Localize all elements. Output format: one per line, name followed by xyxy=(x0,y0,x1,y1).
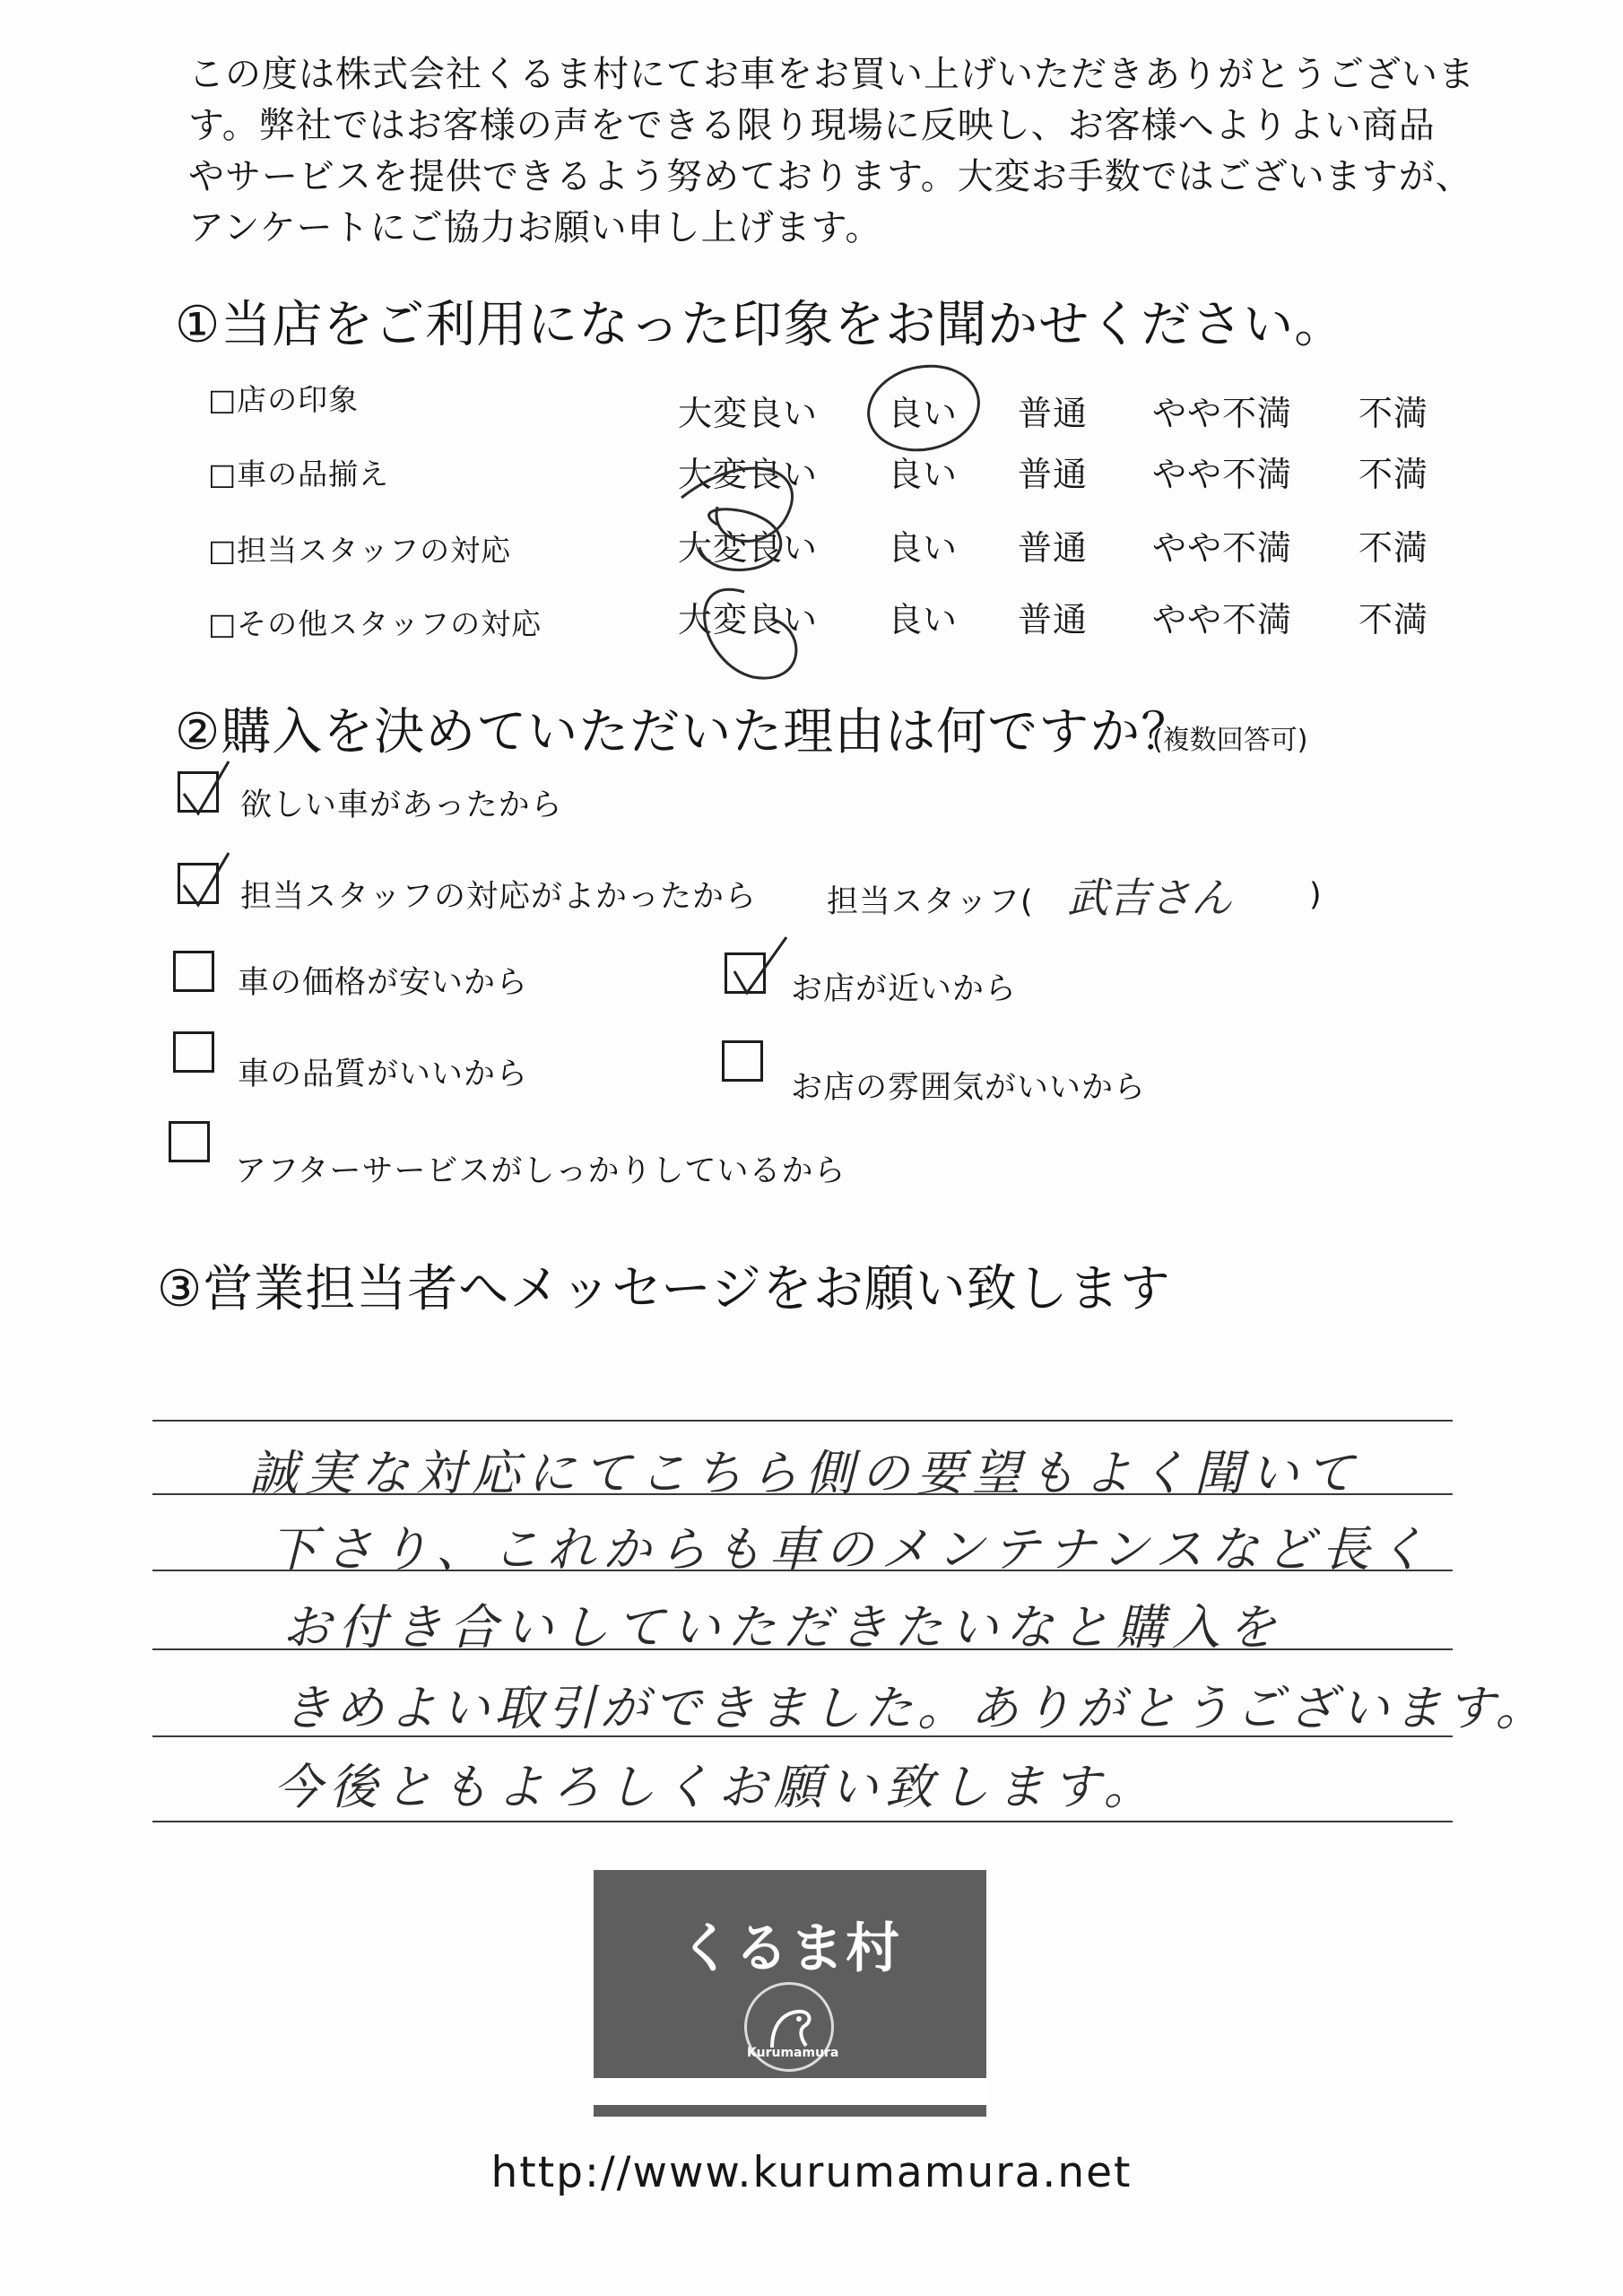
check-mark-icon xyxy=(722,939,785,1002)
q1-heading: ①当店をご利用になった印象をお聞かせください。 xyxy=(175,296,1346,354)
mascot-label: Kurumamura xyxy=(747,2046,839,2060)
reason-label: アフターサービスがしっかりしているから xyxy=(235,1153,846,1189)
reason-checkbox[interactable] xyxy=(725,952,766,994)
option-somewhat-unsatisfied[interactable]: やや不満 xyxy=(1152,394,1293,433)
staff-label-close: ) xyxy=(1309,877,1323,913)
option-unsatisfied[interactable]: 不満 xyxy=(1358,528,1429,568)
q2-note: (複数回答可) xyxy=(1152,725,1308,756)
reason-checkbox[interactable] xyxy=(722,1040,763,1082)
reason-label: お店の雰囲気がいいから xyxy=(791,1070,1147,1106)
check-mark-icon xyxy=(175,849,238,912)
reason-checkbox[interactable] xyxy=(169,1121,210,1162)
option-good[interactable]: 良い xyxy=(888,600,959,639)
message-line: きめよい取引ができました。ありがとうございます。 xyxy=(282,1680,1549,1736)
intro-line: す。弊社ではお客様の声をできる限り現場に反映し、お客様へよりよい商品 xyxy=(188,105,1436,146)
option-very-good[interactable]: 大変良い xyxy=(678,394,819,433)
reason-label: 欲しい車があったから xyxy=(240,787,563,823)
selection-circle-very-good xyxy=(705,589,796,678)
reason-label: 車の価格が安いから xyxy=(238,965,529,1001)
reason-checkbox[interactable] xyxy=(178,863,219,904)
q1-row-label: □店の印象 xyxy=(208,382,360,417)
check-mark-icon xyxy=(175,758,238,821)
kurumamura-logo xyxy=(594,1870,986,2117)
option-very-good[interactable]: 大変良い xyxy=(678,455,819,494)
option-normal[interactable]: 普通 xyxy=(1018,528,1089,568)
option-unsatisfied[interactable]: 不満 xyxy=(1358,455,1429,494)
staff-label: 担当スタッフ( xyxy=(827,884,1034,920)
option-good[interactable]: 良い xyxy=(888,394,959,433)
message-rule xyxy=(152,1420,1453,1422)
intro-line: やサービスを提供できるよう努めております。大変お手数ではございますが、 xyxy=(188,156,1472,197)
reason-label: お店が近いから xyxy=(791,971,1018,1007)
option-somewhat-unsatisfied[interactable]: やや不満 xyxy=(1152,600,1293,639)
reason-checkbox[interactable] xyxy=(178,771,219,813)
message-line: 今後ともよろしくお願い致します。 xyxy=(273,1759,1159,1815)
handwritten-selection-marks xyxy=(0,0,1623,718)
q1-row-label: □担当スタッフの対応 xyxy=(208,533,512,568)
message-rule xyxy=(152,1821,1453,1822)
message-line: お付き合いしていただきたいなと購入を xyxy=(282,1599,1283,1656)
q2-heading: ②購入を決めていただいた理由は何ですか？ xyxy=(175,703,1193,761)
option-good[interactable]: 良い xyxy=(888,455,959,494)
q1-row-label: □車の品揃え xyxy=(208,457,390,491)
message-line: 下さり、これからも車のメンテナンスなど長く xyxy=(269,1521,1433,1578)
selection-circle-good xyxy=(861,356,986,460)
option-somewhat-unsatisfied[interactable]: やや不満 xyxy=(1152,528,1293,568)
reason-checkbox[interactable] xyxy=(173,951,214,992)
option-normal[interactable]: 普通 xyxy=(1018,455,1089,494)
option-normal[interactable]: 普通 xyxy=(1018,394,1089,433)
option-unsatisfied[interactable]: 不満 xyxy=(1358,394,1429,433)
website-url[interactable]: http://www.kurumamura.net xyxy=(490,2148,1133,2197)
option-somewhat-unsatisfied[interactable]: やや不満 xyxy=(1152,455,1293,494)
reason-checkbox[interactable] xyxy=(173,1031,214,1073)
q3-heading: ③営業担当者へメッセージをお願い致します xyxy=(157,1260,1171,1318)
reason-label: 車の品質がいいから xyxy=(238,1057,529,1092)
message-line: 誠実な対応にてこちら側の要望もよく聞いて xyxy=(249,1445,1361,1501)
intro-line: アンケートにご協力お願い申し上げます。 xyxy=(188,207,882,248)
q1-row-label: □その他スタッフの対応 xyxy=(208,606,542,641)
option-normal[interactable]: 普通 xyxy=(1018,600,1089,639)
logo-band xyxy=(594,2078,986,2105)
option-good[interactable]: 良い xyxy=(888,528,959,568)
reason-label: 担当スタッフの対応がよかったから xyxy=(240,879,758,915)
staff-name-handwritten: 武吉さん xyxy=(1067,874,1232,922)
option-very-good[interactable]: 大変良い xyxy=(678,600,819,639)
option-very-good[interactable]: 大変良い xyxy=(678,528,819,568)
mascot-emblem-icon xyxy=(744,1982,839,2072)
logo-text: くるま村 xyxy=(679,1918,901,1980)
option-unsatisfied[interactable]: 不満 xyxy=(1358,600,1429,639)
intro-line: この度は株式会社くるま村にてお車をお買い上げいただきありがとうございま xyxy=(188,54,1475,95)
